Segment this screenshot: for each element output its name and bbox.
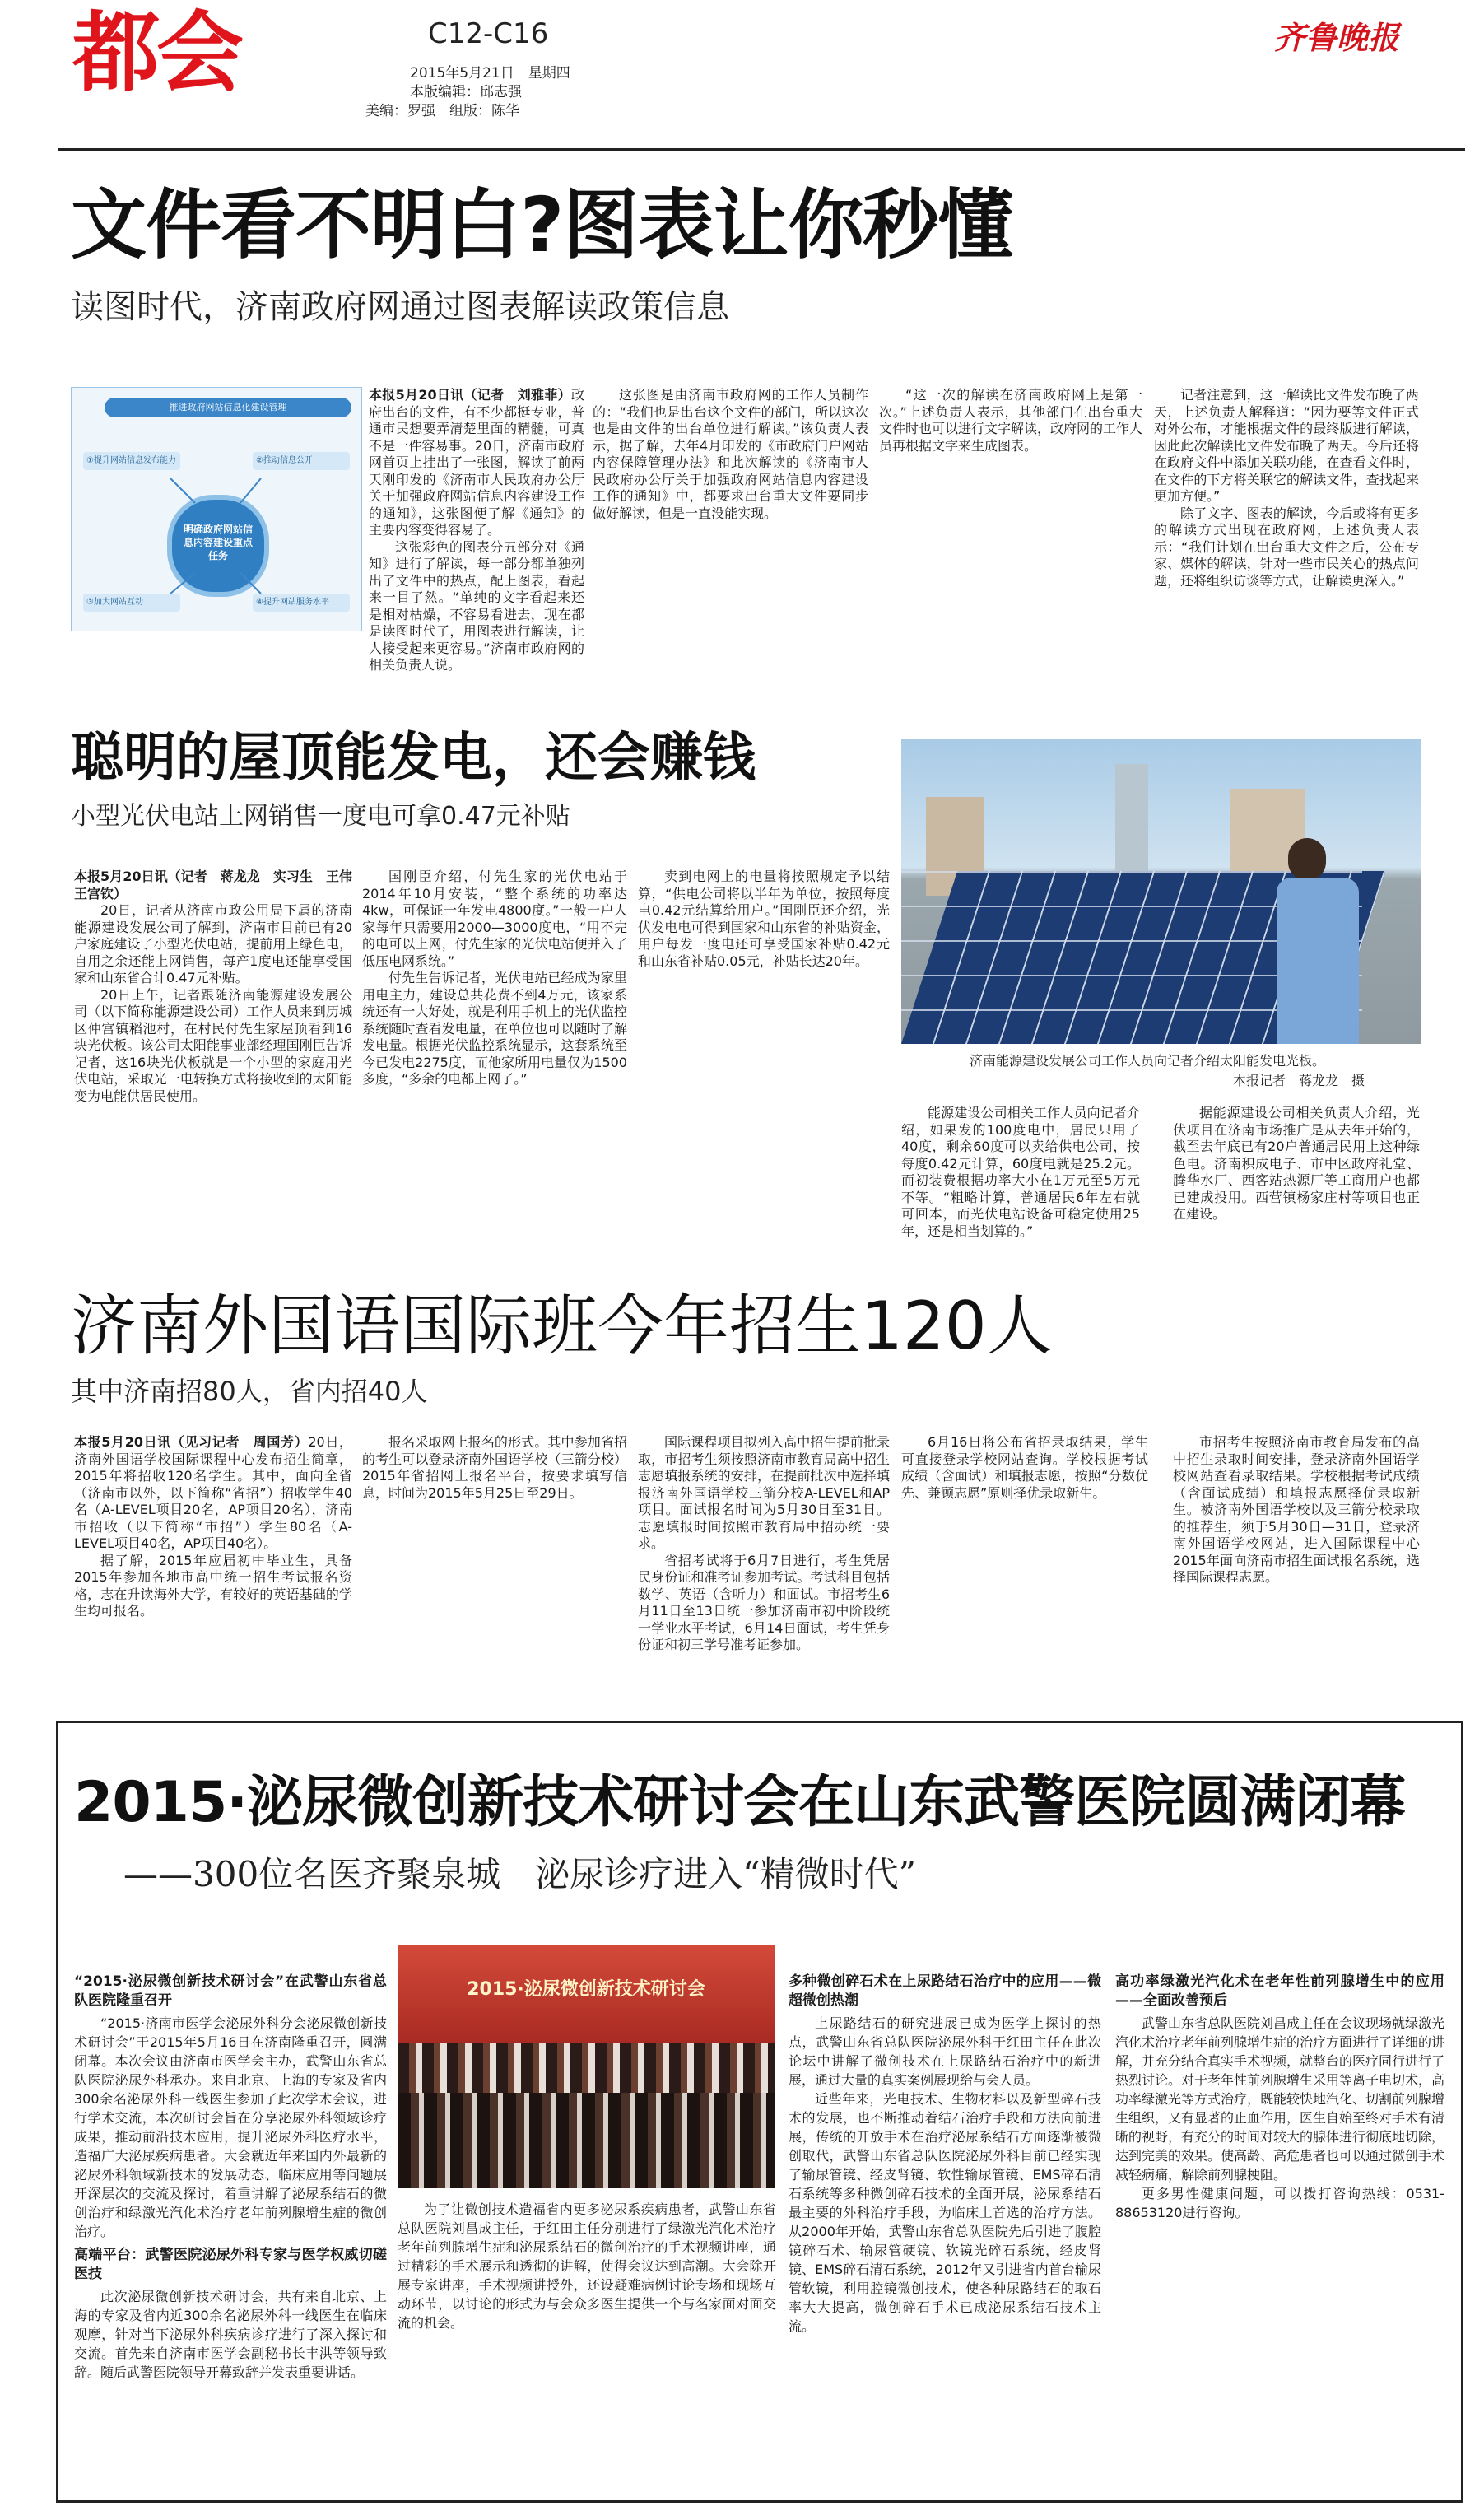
- article3-para-7: 市招考生按照济南市教育局发布的高中招生录取时间安排，登录济南外国语学校网站查看录取结果。学校根据考试成绩（含面试成绩）和填报志愿择优录取新生。被济南外国语学校以及三箭分校录取的推荐生，须于5月30日—31日，登录济南外国语学校网站，进入国际课程中心2015年面向济南市招生面试报名系统，选择国际课程志愿。: [1173, 1434, 1420, 1585]
- article3-headline: 济南外国语国际班今年招生120人: [71, 1288, 1053, 1364]
- article1-para-1: 政府出台的文件，有不少都挺专业，普通市民想要弄清楚里面的精髓，可真不是一件容易事。20日，济南市政府网首页上挂出了一张图，解读了前两天刚印发的《济南市人民政府办公厅关于加强政府网站信息内容建设工作的通知》，这张图便了解《通知》的主要内容变得容易了。: [369, 387, 584, 538]
- article2-para-3: 国刚臣介绍，付先生家的光伏电站于2014年10月安装，“整个系统的功率达4kw，可保证一年发电4800度。”一般一户人家每年只需要用2000—3000度电，“用不完的电可以上网，付先生家的光伏电站便并入了低压电网系统。”: [362, 869, 627, 969]
- article4-subhead: ——300位名医齐聚泉城 泌尿诊疗进入“精微时代”: [123, 1854, 917, 1894]
- article3-para-3: 报名采取网上报名的形式。其中参加省招的考生可以登录济南外国语学校（三箭分校）2015年省招网上报名平台，按要求填写信息，时间为2015年5月25日至29日。: [362, 1434, 627, 1501]
- section-title: 都会: [72, 2, 240, 104]
- article3-para-1: 20日，济南外国语学校国际课程中心发布招生简章，2015年将招收120名学生。其中，面向全省（济南市以外，以下简称“省招”）招收学生40名（A-LEVEL项目20名，AP项目20名），济南市招收（以下简称“市招”）学生80名（A-LEVEL项目40名，AP项目40名）。: [74, 1434, 352, 1551]
- infographic-title: 推进政府网站信息化建设管理: [105, 398, 351, 417]
- article2-para-4: 付先生告诉记者，光伏电站已经成为家里用电主力，建设总共花费不到4万元，该家系统还有一大好处，就是利用手机上的光伏监控系统随时查看发电量，在单位也可以随时了解发电量。根据光伏监控系统显示，这套系统至今已发电2275度，而他家所用电量仅为1500多度，“多余的电都上网了。”: [362, 970, 627, 1087]
- infographic-node-2: ②推动信息公开: [253, 452, 350, 470]
- policy-infographic: [71, 387, 362, 631]
- article1-byline: 本报5月20日讯（记者 刘雅菲）: [369, 387, 571, 403]
- infographic-center-label: 明确政府网站信息内容建设重点任务: [184, 524, 254, 561]
- article1-col1: [369, 387, 584, 673]
- article3-col4: [901, 1434, 1148, 1685]
- article4-subheading-1: 高端平台：武警医院泌尿外科专家与医学权威切磋医技: [74, 2247, 387, 2282]
- article2-col5: [1173, 1105, 1420, 1241]
- article2-col1: [74, 869, 366, 1239]
- article3-byline: 本报5月20日讯（见习记者 周国芳）: [74, 1434, 309, 1450]
- infographic-node-1: ①提升网站信息发布能力: [83, 452, 180, 470]
- article4-para-c2: 近些年来，光电技术、生物材料以及新型碎石技术的发展，也不断推动着结石治疗手段和方法向前进展，传统的开放手术在治疗泌尿系结石方面逐渐被微创取代，武警山东省总队医院泌尿外科目前已经实现了输尿管镜、经皮肾镜、软性输尿管镜、EMS碎石清石系统等多种微创碎石技术的全面开展，泌尿系结石最主要的外科治疗手段，为临床上首选的治疗方法。从2000年开始，武警山东省总队医院先后引进了腹腔镜碎石术、输尿管硬镜、软镜光碎石系统，经皮肾镜、EMS碎石清石系统，2012年又引进省内首台输尿管软镜，利用腔镜微创技术，使各种尿路结石的取石率大大提高，微创碎石手术已成泌尿系结石技术主流。: [789, 2091, 1101, 2334]
- article2-col3: [638, 869, 890, 1239]
- article4-para-b2: 为了让微创技术造福省内更多泌尿系疾病患者，武警山东省总队医院刘昌成主任，于红田主任分别进行了绿激光汽化术治疗老年前列腺增生症和泌尿系结石的微创治疗的手术视频讲座，通过精彩的手术展示和透彻的讲解，使得会议达到高潮。大会除开展专家讲座，手术视频讲授外，还设疑难病例讨论专场和现场互动环节，以讨论的形式为与会众多医生提供一个与名家面对面交流的机会。: [398, 2201, 776, 2331]
- article1-para-4: “这一次的解读在济南政府网上是第一次。”上述负责人表示，其他部门在出台重大文件时也可以进行文字解读，政府网的工作人员再根据文字来生成图表。: [879, 387, 1143, 454]
- masthead-rule: [58, 148, 1465, 151]
- article1-col4: [1154, 387, 1419, 634]
- article3-para-5: 省招考试将于6月7日进行，考生凭居民身份证和准考证参加考试。考试科目包括数学、英语（含听力）和面试。市招考生6月11日至13日统一参加济南市初中阶段统一学业水平考试，6月14日面试，考生凭身份证和初三学号准考证参加。: [638, 1552, 890, 1652]
- article3-col2: [362, 1434, 627, 1685]
- article3-subhead: 其中济南招80人，省内招40人: [71, 1376, 428, 1407]
- article1-col3: [879, 387, 1142, 634]
- article2-para-7: 据能源建设公司相关负责人介绍，光伏项目在济南市场推广是从去年开始的，截至去年底已有20户普通居民用上这种绿色电。济南积成电子、市中区政府礼堂、腾华水厂、西客站热源厂等工商用户也都已建成投用。西营镇杨家庄村等项目也正在建设。: [1173, 1105, 1420, 1222]
- issue-date: 2015年5月21日 星期四: [410, 65, 570, 82]
- article4-subheading-3: 高功率绿激光汽化术在老年性前列腺增生中的应用——全面改善预后: [1115, 1973, 1444, 2009]
- article2-para-6: 能源建设公司相关工作人员向记者介绍，如果发的100度电中，居民只用了40度，剩余60度可以卖给供电公司，按每度0.42元计算，60度电就是25.2元。而初装费根据功率大小在1万元至5万元不等。“粗略计算，普通居民6年左右就可回本，而光伏电站设备可稳定使用25年，还是相当划算的。”: [901, 1105, 1140, 1239]
- article4-para-c1: 上尿路结石的研究进展已成为医学上探讨的热点，武警山东省总队医院泌尿外科于红田主任在此次论坛中讲解了微创技术在上尿路结石治疗中的新进展，通过大量的真实案例展现给与会人员。: [789, 2015, 1101, 2088]
- article3-para-6: 6月16日将公布省招录取结果，学生可直接登录学校网站查询。学校根据考试成绩（含面试）和填报志愿，按照“分数优先、兼顾志愿”原则择优录取新生。: [901, 1434, 1148, 1501]
- article1-para-3: 这张图是由济南市政府网的工作人员制作的：“我们也是出台这个文件的部门，所以这次也是由文件的出台单位进行解读。”该负责人表示，据了解，去年4月印发的《市政府门户网站内容保障管理办法》和此次解读的《济南市人民政府办公厅关于加强政府网站信息内容建设工作的通知》中，都要求出台重大文件要同步做好解读，但是一直没能实现。: [593, 387, 868, 521]
- page-range: C12-C16: [428, 17, 549, 50]
- article4-col1: [74, 1968, 387, 2495]
- article3-col5: [1173, 1434, 1420, 1685]
- editor-credit: 本版编辑：邱志强: [410, 84, 522, 100]
- article2-para-1: 20日，记者从济南市政公用局下属的济南能源建设发展公司了解到，济南市目前已有20户家庭建设了小型光伏电站，提前用上绿色电，自用之余还能上网销售，每产1度电还能享受国家和山东省合计0.47元补贴。: [74, 902, 352, 985]
- design-credit: 美编：罗强 组版：陈华: [365, 103, 519, 119]
- article3-para-4: 国际课程项目拟列入高中招生提前批录取，市招考生须按照济南市教育局高中招生志愿填报系统的安排，在提前批次中选择填报济南外国语学校三箭分校A-LEVEL和AP项目。面试报名时间为5月30日至31日。志愿填报时间按照市教育局中招办统一要求。: [638, 1434, 890, 1551]
- article4-col2: [398, 2200, 776, 2496]
- article1-para-2: 这张彩色的图表分五部分对《通知》进行了解读，每一部分都单独列出了文件中的热点，配上图表，看起来一目了然。“单纯的文字看起来还是相对枯燥，不容易看进去，现在都是读图时代了，用图表进行解读，让人接受起来更容易。”济南市政府网的相关负责人说。: [369, 538, 584, 673]
- solar-photo-caption: 济南能源建设发展公司工作人员向记者介绍太阳能发电光板。: [970, 1053, 1326, 1069]
- article1-para-6: 除了文字、图表的解读，今后或将有更多的解读方式出现在政府网，上述负责人表示：“我们计划在出台重大文件之后，公布专家、媒体的解读，针对一些市民关心的热点问题，还将组织访谈等方式，让解读更深入。”: [1154, 505, 1419, 589]
- infographic-node-4: ④提升网站服务水平: [253, 594, 350, 612]
- article2-para-5: 卖到电网上的电量将按照规定予以结算，“供电公司将以半年为单位，按照每度电0.42元结算给用户。”国刚臣还介绍，光伏发电电可得到国家和山东省的补贴资金，用户每发一度电还可享受国家补贴0.42元和山东省补贴0.05元，补贴长达20年。: [638, 869, 890, 969]
- article4-col3: [789, 1968, 1101, 2495]
- article2-col4: [901, 1105, 1140, 1241]
- infographic-node-3: ③加大网站互动: [83, 594, 180, 612]
- article4-para-d2: 更多男性健康问题，可以拨打咨询热线：0531-88653120进行咨询。: [1115, 2186, 1444, 2220]
- article2-col2: [362, 869, 627, 1239]
- article1-para-5: 记者注意到，这一解读比文件发布晚了两天，上述负责人解释道：“因为要等文件正式对外公布，才能根据文件的最终版进行解读，因此此次解读比文件发布晚了两天。今后还将在政府文件中添加关联功能，在查看文件时，在文件的下方将关联它的解读文件，查找起来更加方便。”: [1154, 387, 1419, 504]
- article4-lead-heading: “2015·泌尿微创新技术研讨会”在武警山东省总队医院隆重召开: [74, 1973, 387, 2009]
- solar-panel-photo: [901, 739, 1421, 1044]
- solar-photo-credit: 本报记者 蒋龙龙 摄: [1233, 1073, 1365, 1088]
- article1-headline: 文件看不明白?图表让你秒懂: [71, 181, 1013, 269]
- article3-col3: [638, 1434, 890, 1685]
- conference-photo: [398, 1945, 775, 2188]
- article4-para-a1: “2015·济南市医学会泌尿外科分会泌尿微创新技术研讨会”于2015年5月16日在济南隆重召开，圆满闭幕。本次会议由济南市医学会主办，武警山东省总队医院泌尿外科承办。来自北京、上海的专家及省内300余名泌尿外科一线医生参加了此次学术会议，进行学术交流，本次研讨会旨在分享泌尿外科领域诊疗成果，推动前沿技术应用，提升泌尿外科医疗水平，造福广大泌尿疾病患者。大会就近年来国内外最新的泌尿外科领域新技术的发展动态、临床应用等问题展开深层次的交流及探讨，着重讲解了泌尿系结石的微创治疗和绿激光汽化术治疗老年前列腺增生症的微创治疗。: [74, 2015, 387, 2239]
- article3-col1: [74, 1434, 352, 1685]
- infographic-connectors: [72, 388, 361, 631]
- article4-para-d1: 武警山东省总队医院刘昌成主任在会议现场就绿激光汽化术治疗老年前列腺增生症的治疗方面进行了详细的讲解，并充分结合真实手术视频，就整台的医疗同行进行了热烈讨论。对于老年性前列腺增生采用等离子电切术，高功率绿激光等方式治疗，既能较快地汽化、切割前列腺增生组织，又有显著的止血作用，医生自始至终对手术有清晰的视野，有充分的时间对较大的腺体进行彻底地切除，达到完美的效果。使高龄、高危患者也可以通过微创手术减轻病痛，解除前列腺梗阻。: [1115, 2015, 1445, 2183]
- article2-para-2: 20日上午，记者跟随济南能源建设发展公司（以下简称能源建设公司）工作人员来到历城区仲宫镇稻池村，在村民付先生家屋顶看到16块光伏板。该公司太阳能事业部经理国刚臣告诉记者，这16块光伏板就是一个小型的家庭用光伏电站，采取光一电转换方式将接收到的太阳能变为电能供居民使用。: [74, 986, 352, 1104]
- article2-subhead: 小型光伏电站上网销售一度电可拿0.47元补贴: [71, 802, 570, 831]
- article2-byline: 本报5月20日讯（记者 蒋龙龙 实习生 王伟 王宫钦）: [74, 869, 366, 901]
- article4-para-b1: 此次泌尿微创新技术研讨会，共有来自北京、上海的专家及省内近300余名泌尿外科一线医生在临床观摩，针对当下泌尿外科疾病诊疗进行了深入探讨和交流。首先来自济南市医学会副秘书长丰洪等领导致辞。随后武警医院领导开幕致辞并发表重要讲话。: [74, 2289, 387, 2380]
- article3-para-2: 据了解，2015年应届初中毕业生，具备2015年参加各地市高中统一招生考试报名资格，志在升读海外大学，有较好的英语基础的学生均可报名。: [74, 1552, 352, 1619]
- article4-col4: [1115, 1968, 1444, 2495]
- article2-headline: 聪明的屋顶能发电，还会赚钱: [71, 728, 756, 789]
- article1-col2: [593, 387, 868, 634]
- article4-headline: 2015·泌尿微创新技术研讨会在山东武警医院圆满闭幕: [74, 1770, 1406, 1835]
- article4-subheading-2: 多种微创碎石术在上尿路结石治疗中的应用——微超微创热潮: [789, 1973, 1101, 2009]
- paper-logo: 齐鲁晚报: [1274, 19, 1400, 56]
- masthead: [0, 0, 1484, 161]
- conference-banner: 2015·泌尿微创新技术研讨会: [467, 1979, 705, 2000]
- article1-subhead: 读图时代，济南政府网通过图表解读政策信息: [71, 288, 729, 326]
